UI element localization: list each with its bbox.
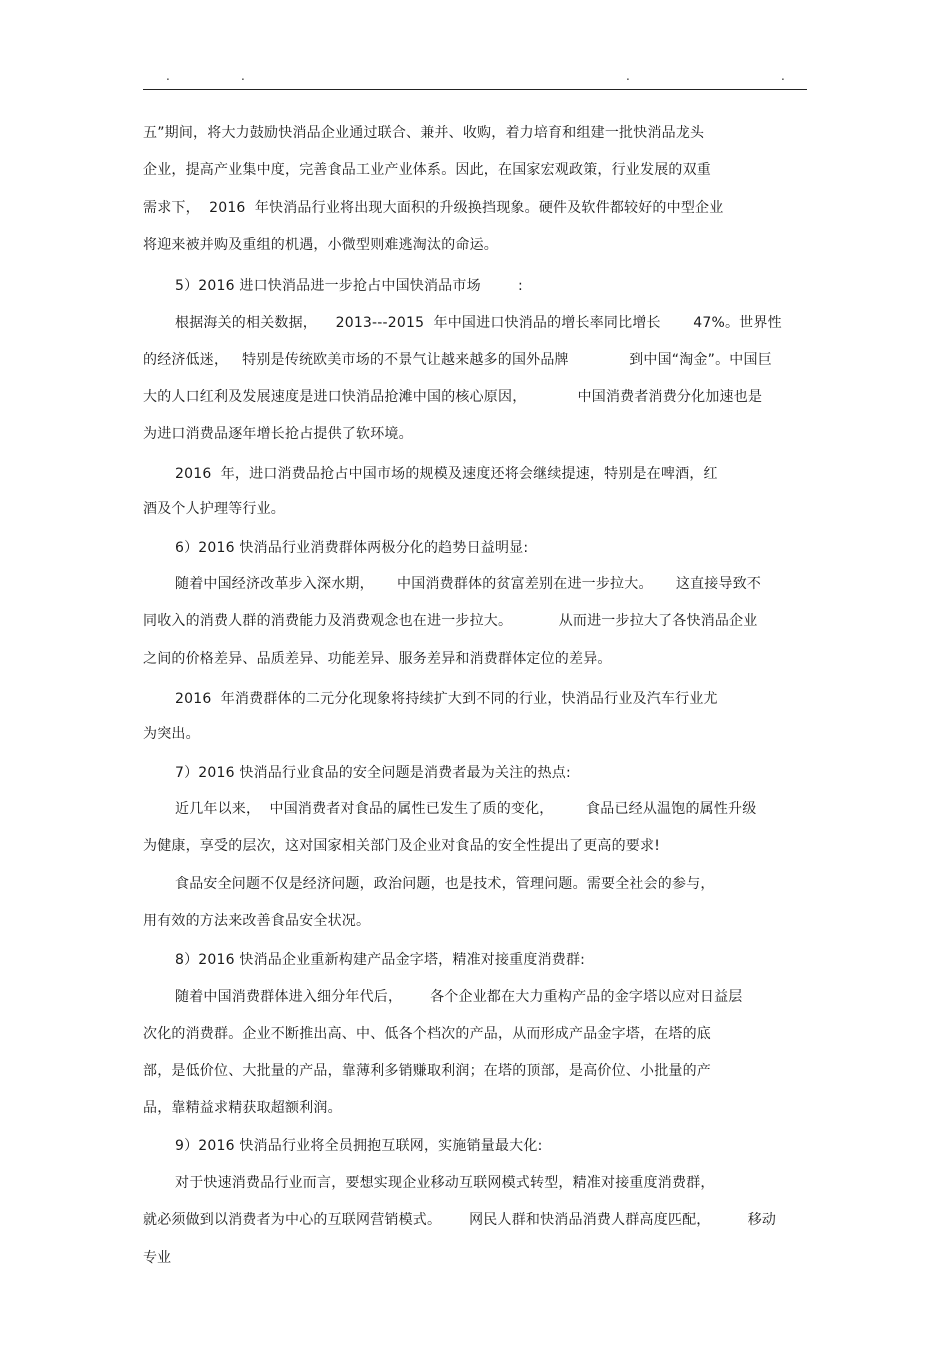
text-line: 同收入的消费人群的消费能力及消费观念也在进一步拉大。 从而进一步拉大了各快消品企业 bbox=[143, 613, 758, 629]
text-line: 的经济低迷， 特别是传统欧美市场的不景气让越来越多的国外品牌 到中国“淘金”。中国巨 bbox=[143, 352, 772, 368]
header-dot: . bbox=[626, 69, 630, 83]
page-footer: 专业 bbox=[143, 1250, 171, 1266]
header-dot: . bbox=[166, 69, 170, 83]
text-line: 随着中国经济改革步入深水期， 中国消费群体的贫富差别在进一步拉大。 这直接导致不 bbox=[175, 576, 762, 592]
section-heading: 6）2016 快消品行业消费群体两极分化的趋势日益明显: bbox=[175, 540, 529, 556]
header-dot: . bbox=[781, 69, 785, 83]
page-header bbox=[0, 70, 950, 84]
text-line: 2016 年，进口消费品抢占中国市场的规模及速度还将会继续提速，特别是在啤酒，红 bbox=[175, 466, 718, 482]
text-line: 食品安全问题不仅是经济问题，政治问题，也是技术，管理问题。需要全社会的参与， bbox=[175, 876, 715, 892]
section-heading: 5）2016 进口快消品进一步抢占中国快消品市场 : bbox=[175, 278, 523, 294]
text-line: 次化的消费群。企业不断推出高、中、低各个档次的产品，从而形成产品金字塔，在塔的底 bbox=[143, 1026, 711, 1042]
text-line: 根据海关的相关数据， 2013---2015 年中国进口快消品的增长率同比增长 47%。世界性 bbox=[175, 315, 782, 331]
text-line: 为突出。 bbox=[143, 726, 200, 742]
text-line: 随着中国消费群体进入细分年代后， 各个企业都在大力重构产品的金字塔以应对日益层 bbox=[175, 989, 743, 1005]
section-heading: 9）2016 快消品行业将全员拥抱互联网，实施销量最大化: bbox=[175, 1138, 543, 1154]
text-line: 酒及个人护理等行业。 bbox=[143, 501, 285, 517]
text-line: 品，靠精益求精获取超额利润。 bbox=[143, 1100, 342, 1116]
text-line: 大的人口红利及发展速度是进口快消品抢滩中国的核心原因， 中国消费者消费分化加速也是 bbox=[143, 389, 763, 405]
header-dot: . bbox=[241, 69, 245, 83]
text-line: 五”期间，将大力鼓励快消品企业通过联合、兼并、收购，着力培育和组建一批快消品龙头 bbox=[143, 125, 705, 141]
text-line: 为进口消费品逐年增长抢占提供了软环境。 bbox=[143, 426, 413, 442]
text-line: 部，是低价位、大批量的产品，靠薄利多销赚取利润；在塔的顶部，是高价位、小批量的产 bbox=[143, 1063, 711, 1079]
text-line: 对于快速消费品行业而言，要想实现企业移动互联网模式转型，精准对接重度消费群， bbox=[175, 1175, 715, 1191]
section-heading: 7）2016 快消品行业食品的安全问题是消费者最为关注的热点: bbox=[175, 765, 571, 781]
text-line: 2016 年消费群体的二元分化现象将持续扩大到不同的行业，快消品行业及汽车行业尤 bbox=[175, 691, 718, 707]
section-heading: 8）2016 快消品企业重新构建产品金字塔，精准对接重度消费群: bbox=[175, 952, 586, 968]
text-line: 将迎来被并购及重组的机遇，小微型则难逃淘汰的命运。 bbox=[143, 237, 498, 253]
text-line: 需求下， 2016 年快消品行业将出现大面积的升级换挡现象。硬件及软件都较好的中型企业 bbox=[143, 200, 724, 216]
text-line: 就必须做到以消费者为中心的互联网营销模式。 网民人群和快消品消费人群高度匹配， 移动 bbox=[143, 1212, 777, 1228]
header-rule bbox=[143, 89, 807, 90]
text-line: 近几年以来， 中国消费者对食品的属性已发生了质的变化， 食品已经从温饱的属性升级 bbox=[175, 801, 757, 817]
text-line: 用有效的方法来改善食品安全状况。 bbox=[143, 913, 371, 929]
text-line: 为健康，享受的层次，这对国家相关部门及企业对食品的安全性提出了更高的要求! bbox=[143, 838, 661, 854]
text-line: 企业，提高产业集中度，完善食品工业产业体系。因此，在国家宏观政策，行业发展的双重 bbox=[143, 162, 711, 178]
text-line: 之间的价格差异、品质差异、功能差异、服务差异和消费群体定位的差异。 bbox=[143, 651, 612, 667]
